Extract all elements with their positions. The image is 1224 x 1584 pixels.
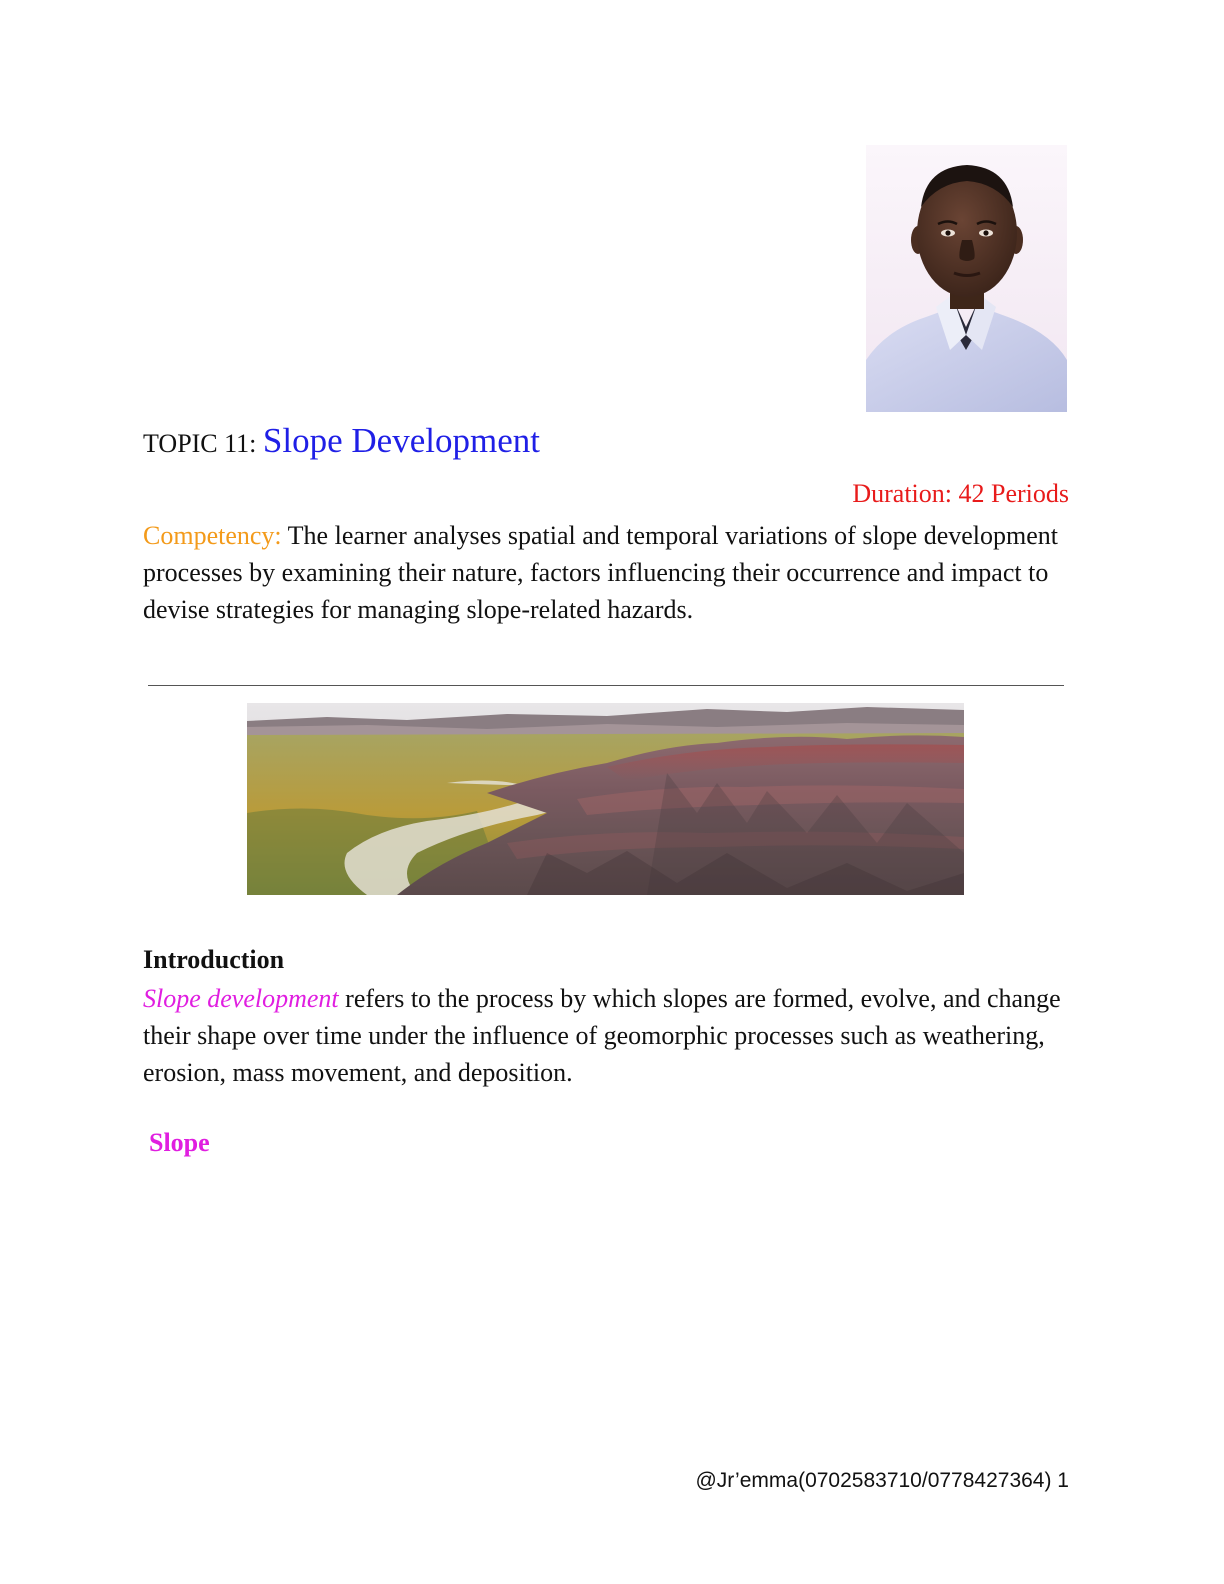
slope-development-term: Slope development (143, 984, 339, 1013)
topic-number: TOPIC 11: (143, 429, 263, 458)
introduction-text: refers to the process by which slopes are formed, evolve, and change their shape over time under the influence of geomorphic processes such as weathering, erosion, mass movement, and deposition. (143, 984, 1061, 1087)
author-portrait (866, 145, 1067, 412)
topic-heading (143, 423, 540, 458)
topic-title: Slope Development (262, 421, 540, 460)
competency-text: The learner analyses spatial and temporal variations of slope development processes by examining their nature, factors influencing their occurrence and impact to devise strategies for managing slope-related hazards. (143, 521, 1059, 624)
introduction-heading: Introduction (143, 945, 285, 974)
introduction-paragraph (143, 980, 1083, 1091)
competency-paragraph (143, 517, 1083, 628)
slope-heading: Slope (149, 1128, 210, 1157)
badlands-landscape-image (247, 703, 964, 895)
section-divider (148, 685, 1064, 686)
duration-label: Duration: 42 Periods (852, 479, 1069, 508)
page-footer-credit: @Jr’emma(0702583710/0778427364) 1 (695, 1469, 1069, 1492)
competency-label: Competency: (143, 521, 282, 550)
